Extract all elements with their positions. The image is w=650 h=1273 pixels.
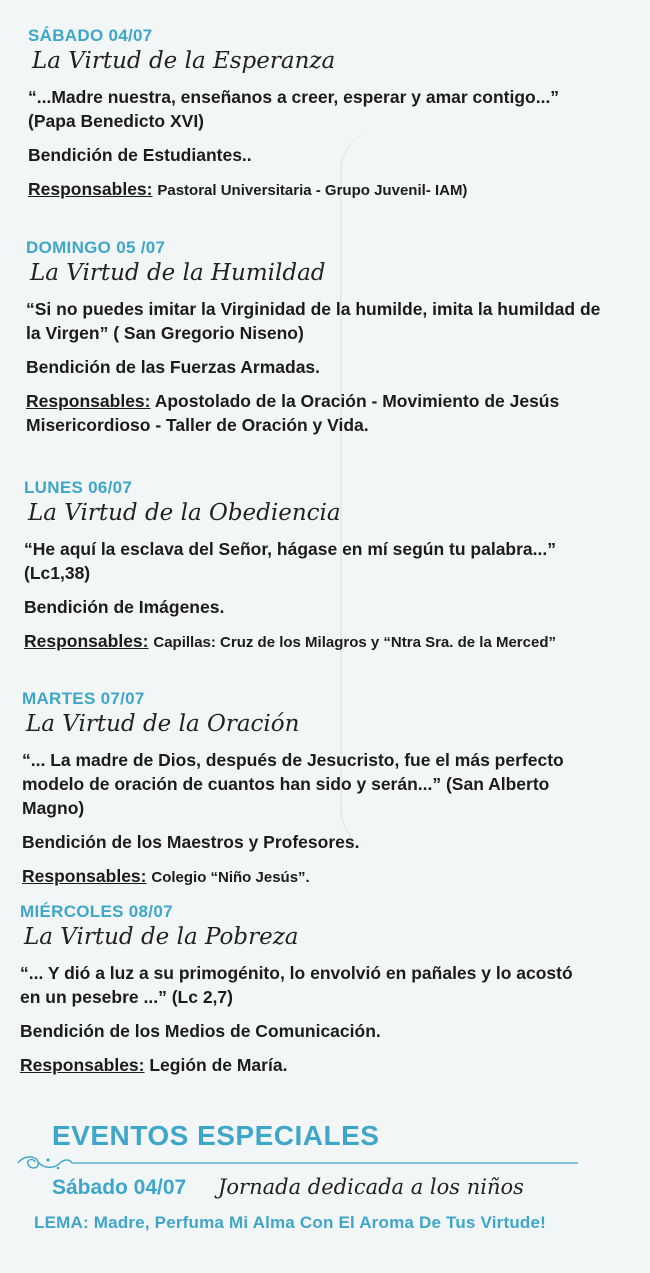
responsables-label: Responsables:: [28, 179, 153, 199]
responsables-text: Colegio “Niño Jesús”.: [151, 869, 310, 886]
blessing-text: Bendición de Estudiantes..: [28, 145, 252, 165]
virtue-title: La Virtud de la Esperanza: [32, 48, 336, 74]
virtue-title: La Virtud de la Humildad: [30, 260, 326, 286]
virtue-title: La Virtud de la Pobreza: [24, 924, 299, 950]
responsables-label: Responsables:: [20, 1055, 145, 1075]
events-title: EVENTOS ESPECIALES: [52, 1120, 380, 1151]
virtue-title: La Virtud de la Obediencia: [28, 500, 341, 526]
quote-text: “He aquí la esclava del Señor, hágase en mí según tu palabra...” (Lc1,38): [24, 539, 556, 583]
responsables-text: Apostolado de la Oración - Movimiento de Jesús Misericordioso - Taller de Oración y Vida.: [26, 391, 560, 435]
day-section-domingo: [26, 238, 606, 437]
day-date: MARTES 07/07: [22, 689, 145, 708]
blessing-text: Bendición de los Medios de Comunicación.: [20, 1021, 381, 1041]
responsables-text: Capillas: Cruz de los Milagros y “Ntra Sra. de la Merced”: [153, 634, 556, 651]
responsables-line: [20, 1053, 600, 1077]
responsables-label: Responsables:: [22, 866, 147, 886]
responsables-line: [28, 177, 628, 203]
event-date: Sábado 04/07: [52, 1176, 187, 1199]
responsables-line: [24, 629, 614, 655]
day-section-miercoles: [20, 902, 600, 1077]
blessing-text: Bendición de Imágenes.: [24, 597, 225, 617]
responsables-line: [22, 864, 622, 890]
blessing-text: Bendición de los Maestros y Profesores.: [22, 832, 360, 852]
quote-text: “Si no puedes imitar la Virginidad de la humilde, imita la humildad de la Virgen” ( San Gregorio Niseno): [26, 299, 601, 343]
lema-text: LEMA: Madre, Perfuma Mi Alma Con El Aroma De Tus Virtude!: [34, 1213, 547, 1232]
day-section-sabado: [28, 26, 628, 203]
flourish-divider-icon: [14, 1153, 580, 1173]
day-section-martes: [22, 689, 622, 890]
virtue-title: La Virtud de la Oración: [26, 711, 300, 737]
responsables-text: Pastoral Universitaria - Grupo Juvenil- IAM): [157, 182, 468, 199]
quote-text: “...Madre nuestra, enseñanos a creer, esperar y amar contigo...” (Papa Benedicto XVI): [28, 87, 560, 131]
responsables-text: Legión de María.: [149, 1055, 288, 1075]
quote-text: “... La madre de Dios, después de Jesucristo, fue el más perfecto modelo de oración de cuantos han sido y serán...” (San Alberto Magno): [22, 750, 564, 818]
day-date: DOMINGO 05 /07: [26, 238, 166, 257]
responsables-label: Responsables:: [24, 631, 149, 651]
blessing-text: Bendición de las Fuerzas Armadas.: [26, 357, 321, 377]
responsables-line: [26, 389, 606, 437]
quote-text: “... Y dió a luz a su primogénito, lo envolvió en pañales y lo acostó en un pesebre ...” (Lc 2,7): [20, 963, 573, 1007]
day-date: SÁBADO 04/07: [28, 26, 153, 45]
event-description: Jornada dedicada a los niños: [218, 1175, 524, 1199]
day-date: LUNES 06/07: [24, 478, 133, 497]
day-section-lunes: [24, 478, 614, 655]
day-date: MIÉRCOLES 08/07: [20, 902, 173, 921]
responsables-label: Responsables:: [26, 391, 151, 411]
